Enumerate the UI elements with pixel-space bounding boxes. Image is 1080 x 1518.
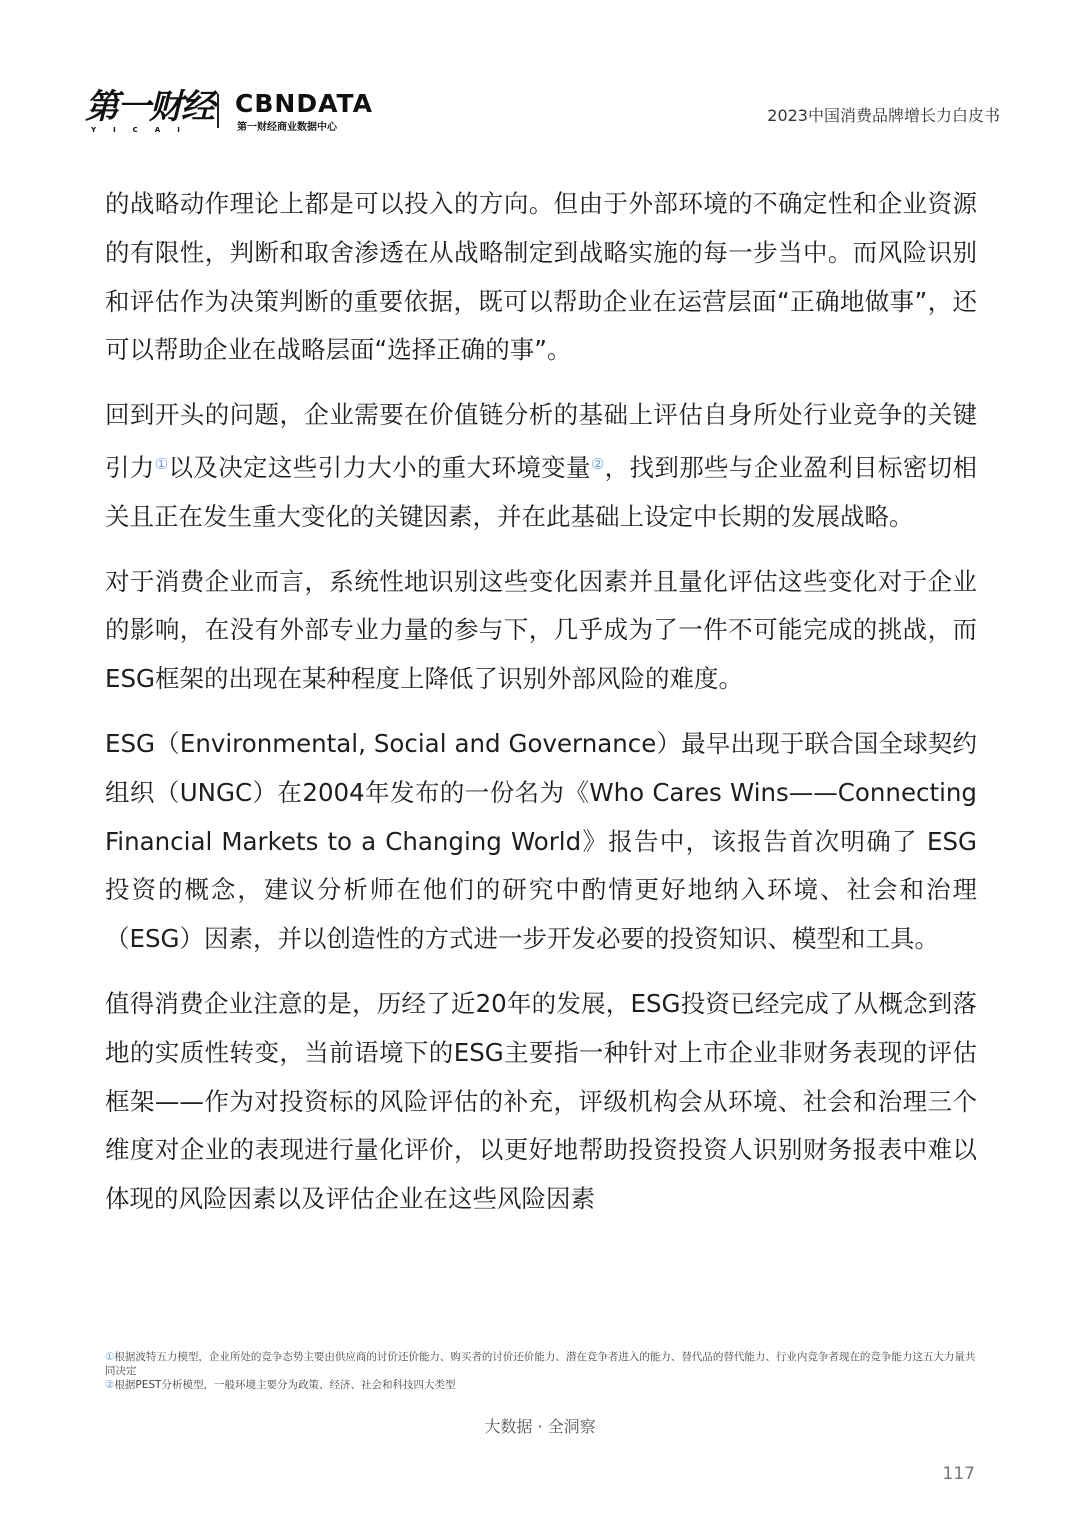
footnote-1-mark: ① [105,1351,115,1363]
footnote-ref-1[interactable]: ① [154,454,169,473]
paragraph-4: ESG（Environmental, Social and Governance）最早出现于联合国全球契约组织（UNGC）在2004年发布的一份名为《Who Cares Wins——Connecting Financial Markets to a Changing World》报告中，该报告首次明确了 ESG 投资的概念，建议分析师在他们的研究中酌情更好地纳入环境、社会和治理（ESG）因素，并以创造性的方式进一步开发必要的投资知识、模型和工具。 [105,728,977,954]
footer-slogan: 大数据 · 全洞察 [484,1417,596,1436]
page-header [85,88,1000,138]
footnote-1-text: 根据波特五力模型，企业所处的竞争态势主要由供应商的讨价还价能力、购买者的讨价还价能力、潜在竞争者进入的能力、替代品的替代能力、行业内竞争者现在的竞争能力这五大力量共同决定 [105,1351,976,1377]
paragraph-2-part-a: 回到开头的问题，企业需要在价值链分析的基础上评估自身所处行业竞争的关键引力 [105,400,977,482]
paragraph-3: 对于消费企业而言，系统性地识别这些变化因素并且量化评估这些变化对于企业的影响，在没有外部专业力量的参与下，几乎成为了一件不可能完成的挑战，而ESG框架的出现在某种程度上降低了识别外部风险的难度。 [105,566,977,694]
cbndata-logo-sub: 第一财经商业数据中心 [237,122,337,133]
paragraph-2 [105,391,977,541]
footnote-2-mark: ② [105,1379,115,1391]
page-number: 117 [942,1464,975,1484]
logo-divider [217,94,219,128]
yicai-logo: 第一财经 [85,87,213,127]
cbndata-logo: CBNDATA [235,89,373,118]
paragraph-2-part-c: ，找到那些与企业盈利目标密切相关且正在发生重大变化的关键因素，并在此基础上设定中长期的发展战略。 [105,452,978,531]
document-title: 2023中国消费品牌增长力白皮书 [767,106,1000,125]
body-content [105,180,977,1240]
footnote-2 [105,1378,985,1392]
paragraph-2-part-b: 以及决定这些引力大小的重大环境变量 [168,452,591,482]
yicai-logo-sub: YICAI [91,126,197,134]
footnote-2-text: 根据PEST分析模型，一般环境主要分为政策、经济、社会和科技四大类型 [114,1379,456,1391]
footnote-ref-2[interactable]: ② [590,454,605,473]
footnote-1 [105,1350,985,1378]
paragraph-1: 的战略动作理论上都是可以投入的方向。但由于外部环境的不确定性和企业资源的有限性，判断和取舍渗透在从战略制定到战略实施的每一步当中。而风险识别和评估作为决策判断的重要依据，既可以帮助企业在运营层面“正确地做事”，还可以帮助企业在战略层面“选择正确的事”。 [105,189,977,365]
footnotes [105,1350,985,1392]
paragraph-5: 值得消费企业注意的是，历经了近20年的发展，ESG投资已经完成了从概念到落地的实质性转变，当前语境下的ESG主要指一种针对上市企业非财务表现的评估框架——作为对投资标的风险评估的补充，评级机构会从环境、社会和治理三个维度对企业的表现进行量化评价，以更好地帮助投资投资人识别财务报表中难以体现的风险因素以及评估企业在这些风险因素 [105,988,977,1214]
